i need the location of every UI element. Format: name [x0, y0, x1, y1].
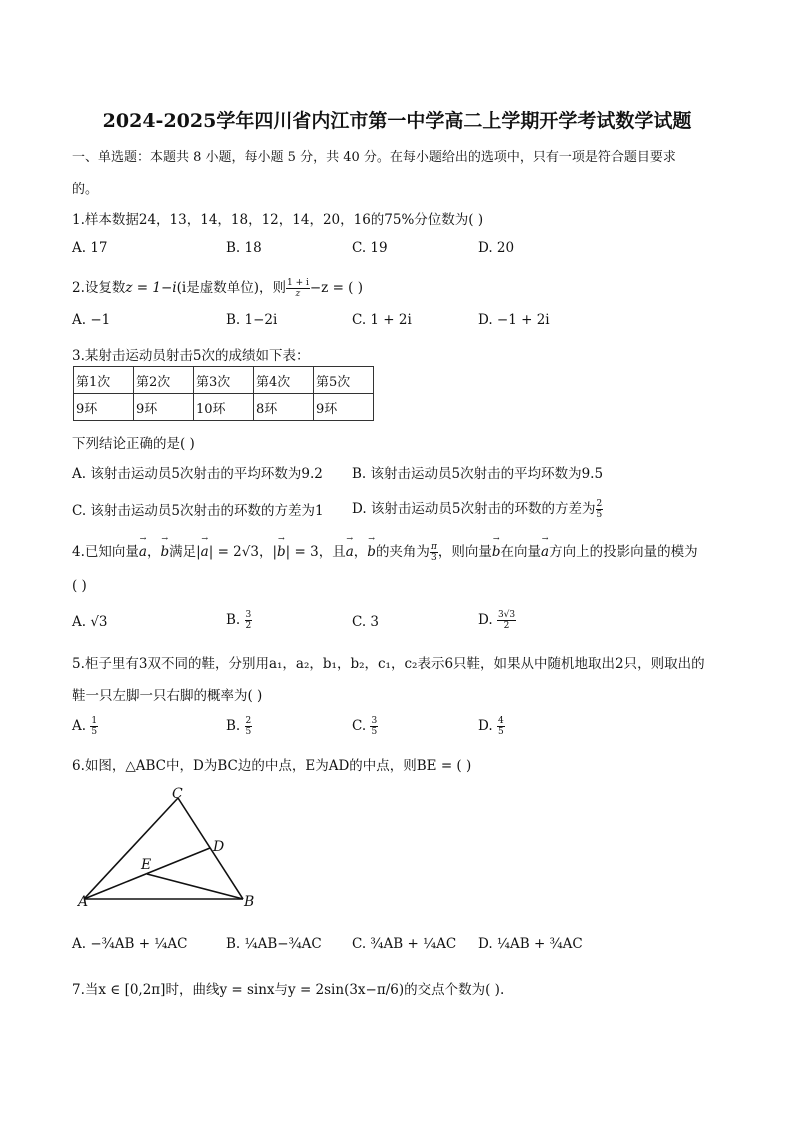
segment-ac: [84, 798, 178, 899]
q6-option-a: A. −¾AB + ¼AC: [72, 936, 188, 952]
q5-option-b: B. $\frac{2}{5}$: [226, 716, 252, 737]
q1-option-b: B. 18: [226, 240, 262, 256]
page-title: 2024-2025学年四川省内江市第一中学高二上学期开学考试数学试题: [102, 110, 692, 132]
q5-option-c: C. $\frac{3}{5}$: [352, 716, 378, 737]
q3-option-b: B. 该射击运动员5次射击的平均环数为9.5: [352, 466, 604, 482]
q5-option-a: A. $\frac{1}{5}$: [72, 716, 98, 737]
segment-ad: [84, 848, 210, 899]
q6-stem: 6.如图，△ABC中，D为BC边的中点，E为AD的中点，则BE = ( ): [72, 758, 472, 774]
point-label-a: A: [78, 894, 89, 910]
section-instructions-line2: 的。: [72, 182, 99, 197]
table-header-cell: 第2次: [134, 367, 194, 394]
triangle-figure: [72, 784, 272, 914]
q1-stem: 1.样本数据24，13，14，18，12，14，20，16的75%分位数为( ): [72, 212, 484, 228]
table-cell: 10环: [194, 394, 254, 421]
q2-stem: 2.设复数z = 1−i(i是虚数单位)，则 $\frac{1 + i}{z}$ −z = ( ): [72, 278, 364, 299]
q2-option-d: D. −1 + 2i: [478, 312, 550, 328]
table-header-cell: 第1次: [74, 367, 134, 394]
q3-score-table: [73, 366, 374, 421]
q4-option-d: D. $\frac{3√3}{2}$: [478, 610, 516, 631]
q4-paren: ( ): [72, 578, 87, 594]
table-row: [74, 367, 374, 394]
q7-stem: 7.当x ∈ [0,2π]时，曲线y = sinx与y = 2sin(3x−π/6)的交点个数为( ).: [72, 982, 505, 998]
q3-option-d: D. 该射击运动员5次射击的环数的方差为 $\frac{2}{5}$: [352, 499, 603, 520]
q4-option-c: C. 3: [352, 614, 380, 630]
q3-option-a: A. 该射击运动员5次射击的平均环数为9.2: [72, 466, 323, 482]
q4-option-a: A. √3: [72, 614, 108, 630]
point-label-e: E: [141, 857, 152, 873]
table-header-cell: 第5次: [314, 367, 374, 394]
q2-option-a: A. −1: [72, 312, 111, 328]
q5-stem-line1: 5.柜子里有3双不同的鞋，分别用a₁，a₂，b₁，b₂，c₁，c₂表示6只鞋，如果从中随机地取出2只，则取出的: [72, 656, 705, 672]
table-header-cell: 第4次: [254, 367, 314, 394]
q5-option-d: D. $\frac{4}{5}$: [478, 716, 504, 737]
q2-option-b: B. 1−2i: [226, 312, 278, 328]
q6-option-c: C. ¾AB + ¼AC: [352, 936, 457, 952]
q3-stem: 3.某射击运动员射击5次的成绩如下表：: [72, 348, 310, 364]
q3-option-c: C. 该射击运动员5次射击的环数的方差为1: [72, 503, 324, 519]
q4-option-b: B. $\frac{3}{2}$: [226, 610, 252, 631]
table-row: [74, 394, 374, 421]
q1-option-c: C. 19: [352, 240, 388, 256]
q4-stem: 4.已知向量→ a，→ b满足|→ a| = 2√3，|→ b| = 3，且→ a，→ b的夹角为 $\frac{\pi}{3}$ ，则向量→ b在向量→ a方向上的投影向量的模为: [72, 540, 698, 563]
section-instructions-line1: 一、单选题：本题共 8 小题，每小题 5 分，共 40 分。在每小题给出的选项中，只有一项是符合题目要求: [72, 150, 676, 165]
q5-stem-line2: 鞋一只左脚一只右脚的概率为( ): [72, 688, 263, 704]
table-cell: 9环: [134, 394, 194, 421]
table-cell: 8环: [254, 394, 314, 421]
q2-option-c: C. 1 + 2i: [352, 312, 412, 328]
q6-option-b: B. ¼AB−¾AC: [226, 936, 322, 952]
q1-option-a: A. 17: [72, 240, 108, 256]
point-label-c: C: [172, 786, 183, 802]
table-header-cell: 第3次: [194, 367, 254, 394]
q6-option-d: D. ¼AB + ¾AC: [478, 936, 583, 952]
table-cell: 9环: [74, 394, 134, 421]
point-label-b: B: [244, 894, 255, 910]
point-label-d: D: [213, 839, 225, 855]
q3-follow: 下列结论正确的是( ): [72, 436, 195, 452]
table-cell: 9环: [314, 394, 374, 421]
q1-option-d: D. 20: [478, 240, 515, 256]
